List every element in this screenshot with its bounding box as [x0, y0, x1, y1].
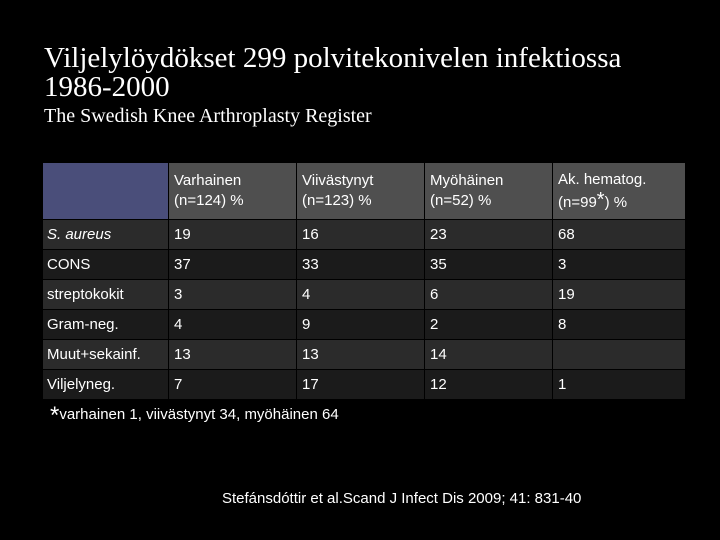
table-cell: 33 — [297, 250, 425, 280]
slide-title: Viljelylöydökset 299 polvitekonivelen infektiossa 1986-2000 — [44, 42, 622, 103]
table-row — [43, 250, 686, 280]
table-cell: 23 — [425, 220, 553, 250]
table-cell: 8 — [553, 310, 686, 340]
header-viivastynyt — [297, 163, 425, 220]
header-line2-post: ) % — [604, 193, 628, 211]
table-cell: 19 — [553, 280, 686, 310]
table-cell: 13 — [169, 340, 297, 370]
row-label-muut-sekainf: Muut+sekainf. — [43, 340, 169, 370]
table-cell: 14 — [425, 340, 553, 370]
citation: Stefánsdóttir et al.Scand J Infect Dis 2009; 41: 831-40 — [222, 490, 582, 507]
row-label-cons: CONS — [43, 250, 169, 280]
table-cell: 4 — [297, 280, 425, 310]
footnote-star: * — [50, 402, 60, 429]
header-line2: (n=124) % — [174, 192, 244, 209]
header-ak-hematog — [553, 163, 686, 220]
row-label-gram-neg: Gram-neg. — [43, 310, 169, 340]
table-cell: 4 — [169, 310, 297, 340]
table-cell: 35 — [425, 250, 553, 280]
table-cell: 7 — [169, 370, 297, 400]
table-cell: 6 — [425, 280, 553, 310]
header-line2-pre: (n=99 — [558, 193, 597, 211]
table-cell: 68 — [553, 220, 686, 250]
row-label-viljelyneg: Viljelyneg. — [43, 370, 169, 400]
table-cell: 19 — [169, 220, 297, 250]
header-line1: Myöhäinen — [430, 172, 504, 189]
header-line1: Viivästynyt — [302, 172, 374, 189]
row-label-streptokokit: streptokokit — [43, 280, 169, 310]
table-cell: 9 — [297, 310, 425, 340]
footnote-text: varhainen 1, viivästynyt 34, myöhäinen 64 — [59, 406, 339, 423]
footnote — [50, 402, 339, 430]
table-row — [43, 340, 686, 370]
header-varhainen — [169, 163, 297, 220]
table-cell: 12 — [425, 370, 553, 400]
header-line2 — [558, 188, 628, 211]
table-cell: 37 — [169, 250, 297, 280]
table-cell — [553, 340, 686, 370]
header-line2: (n=123) % — [302, 192, 372, 209]
header-myohainen — [425, 163, 553, 220]
table-cell: 3 — [553, 250, 686, 280]
table-cell: 1 — [553, 370, 686, 400]
table-cell: 3 — [169, 280, 297, 310]
table-row — [43, 280, 686, 310]
header-line2: (n=52) % — [430, 192, 492, 209]
table-cell: 2 — [425, 310, 553, 340]
table-row — [43, 370, 686, 400]
slide-subtitle: The Swedish Knee Arthroplasty Register — [44, 105, 372, 127]
culture-results-table — [42, 162, 686, 400]
table-cell: 16 — [297, 220, 425, 250]
footnote-star-marker: * — [596, 188, 605, 211]
table-row — [43, 310, 686, 340]
table-corner-cell — [43, 163, 169, 220]
table-cell: 17 — [297, 370, 425, 400]
table-row — [43, 220, 686, 250]
table-cell: 13 — [297, 340, 425, 370]
header-line1: Ak. hematog. — [558, 170, 647, 188]
header-line1: Varhainen — [174, 172, 242, 189]
row-label-s-aureus: S. aureus — [43, 220, 169, 250]
table-header-row — [43, 163, 686, 220]
